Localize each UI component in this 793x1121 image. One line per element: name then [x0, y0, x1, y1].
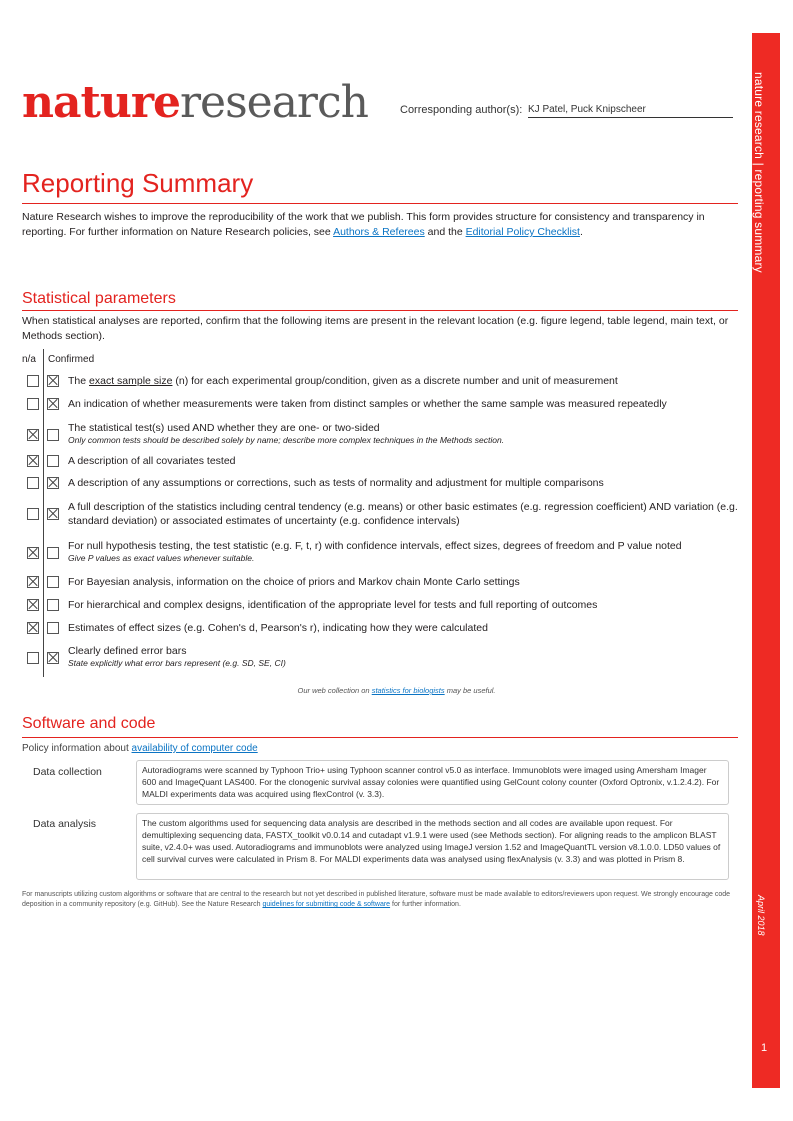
page-number: 1 — [761, 1042, 768, 1054]
na-checkbox[interactable] — [27, 455, 39, 467]
confirmed-checkbox[interactable] — [47, 599, 59, 611]
item-hint: State explicitly what error bars represent (e.g. SD, SE, CI) — [68, 658, 286, 668]
item-text-post: (n) for each experimental group/condition, given as a discrete number and unit of measurement — [172, 375, 618, 387]
item-hint: Only common tests should be described solely by name; describe more complex techniques in the Methods section. — [68, 435, 505, 445]
item-text: The — [68, 375, 90, 387]
data-collection-label: Data collection — [33, 766, 102, 778]
na-checkbox[interactable] — [27, 508, 39, 520]
intro-text-1: Nature Research wishes to improve the reproducibility of the work that we publish. This form provides structure for consistency and transparency in reporting. For further information on Nature Research policies, see — [22, 211, 705, 238]
confirmed-checkbox[interactable] — [47, 455, 59, 467]
note-text-post: may be useful. — [444, 686, 496, 695]
logo-part-nature: nature — [22, 77, 180, 128]
item-text: For hierarchical and complex designs, identification of the appropriate level for tests and full reporting of outcomes — [68, 599, 598, 611]
checklist-item — [68, 575, 738, 589]
confirmed-checkbox[interactable] — [47, 375, 59, 387]
checklist-item — [68, 539, 738, 564]
confirmed-checkbox[interactable] — [47, 547, 59, 559]
checklist-item — [68, 476, 738, 490]
column-divider — [43, 349, 44, 677]
confirmed-checkbox[interactable] — [47, 508, 59, 520]
checklist-item — [68, 598, 738, 612]
confirmed-checkbox[interactable] — [47, 477, 59, 489]
na-checkbox[interactable] — [27, 547, 39, 559]
na-column-header: n/a — [22, 354, 36, 365]
data-collection-field[interactable]: Autoradiograms were scanned by Typhoon Trio+ using Typhoon scanner control v5.0 as interface. Immunoblots were imaged using Amersham Imager 600 and ImageQuant LAS400. For the clonogenic survival assay colonies were quantified using GelCount colony counter (Oxford Optronix, v.1.2.4.2). For MALDI experiments data was acquired using flexControl (v. 3.3). — [136, 760, 729, 805]
na-checkbox[interactable] — [27, 599, 39, 611]
sidebar-label: nature research | reporting summary — [752, 72, 766, 273]
item-text: For Bayesian analysis, information on the choice of priors and Markov chain Monte Carlo settings — [68, 576, 520, 588]
checklist-item — [68, 374, 738, 388]
item-text: A full description of the statistics including central tendency (e.g. means) or other basic estimates (e.g. regression coefficient) AND variation (e.g. standard deviation) or associated estimates of uncertainty (e.g. confidence intervals) — [68, 501, 738, 527]
authors-referees-link[interactable]: Authors & Referees — [333, 226, 425, 238]
intro-text-3: . — [579, 226, 583, 238]
checklist-item — [68, 454, 738, 468]
item-text: Estimates of effect sizes (e.g. Cohen's d, Pearson's r), indicating how they were calculated — [68, 622, 488, 634]
confirmed-checkbox[interactable] — [47, 576, 59, 588]
item-text: A description of any assumptions or corrections, such as tests of normality and adjustment for multiple comparisons — [68, 477, 604, 489]
na-checkbox[interactable] — [27, 576, 39, 588]
checklist-item — [68, 397, 738, 411]
corresponding-author-label: Corresponding author(s): — [400, 104, 523, 116]
editorial-policy-link[interactable]: Editorial Policy Checklist — [465, 226, 580, 238]
corresponding-author-field[interactable]: KJ Patel, Puck Knipscheer — [528, 104, 733, 118]
confirmed-checkbox[interactable] — [47, 398, 59, 410]
code-policy-line — [22, 743, 258, 754]
confirmed-checkbox[interactable] — [47, 652, 59, 664]
note-text-pre: Our web collection on — [297, 686, 372, 695]
confirmed-checkbox[interactable] — [47, 622, 59, 634]
confirmed-checkbox[interactable] — [47, 429, 59, 441]
statistics-note — [0, 686, 793, 695]
checklist-item — [68, 421, 738, 446]
item-text: Clearly defined error bars — [68, 645, 187, 657]
data-analysis-label: Data analysis — [33, 818, 97, 830]
footnote-text-post: for further information. — [390, 901, 461, 908]
checklist-item — [68, 500, 738, 528]
intro-text-2: and the — [424, 226, 466, 238]
nature-research-logo — [22, 78, 368, 128]
checklist-item — [68, 644, 738, 669]
title-divider — [22, 203, 738, 204]
statistics-for-biologists-link[interactable]: statistics for biologists — [371, 686, 445, 695]
item-link-text[interactable]: exact sample size — [89, 375, 173, 387]
item-hint: Give P values as exact values whenever suitable. — [68, 553, 255, 563]
na-checkbox[interactable] — [27, 622, 39, 634]
statistical-parameters-heading: Statistical parameters — [22, 290, 176, 307]
na-checkbox[interactable] — [27, 429, 39, 441]
na-checkbox[interactable] — [27, 375, 39, 387]
stats-intro: When statistical analyses are reported, confirm that the following items are present in the relevant location (e.g. figure legend, table legend, main text, or Methods section). — [22, 315, 729, 342]
confirmed-column-header: Confirmed — [48, 354, 95, 365]
sidebar-date: April 2018 — [756, 895, 766, 936]
code-footnote — [22, 890, 738, 910]
data-analysis-field[interactable]: The custom algorithms used for sequencing data analysis are described in the methods section and all codes are available upon request. For demultiplexing sequencing data, FASTX_toolkit v0.0.14 and cutadapt v1.9.1 were used (see Methods section). For aligning reads to the amplicon BLAST suite, v2.4.0+ was used. Autoradiograms and immunoblots were analyzed using ImageJ version 1.52 and ImageQuantTL version v8.1.0.0. LD50 values of cell survival curves were calculated in Prism 8. For MALDI experiments data was analysed using flexAnalysis (v. 3.3) and was plotted in Prism 8. — [136, 813, 729, 880]
item-text: The statistical test(s) used AND whether they are one- or two-sided — [68, 422, 380, 434]
na-checkbox[interactable] — [27, 652, 39, 664]
checklist-item — [68, 621, 738, 635]
software-divider — [22, 737, 738, 738]
logo-part-research: research — [180, 77, 368, 128]
intro-paragraph — [22, 210, 738, 240]
item-text: For null hypothesis testing, the test statistic (e.g. F, t, r) with confidence intervals, effect sizes, degrees of freedom and P value noted — [68, 540, 682, 552]
code-availability-link[interactable]: availability of computer code — [131, 743, 258, 754]
stats-divider — [22, 310, 738, 311]
policy-text: Policy information about — [22, 743, 132, 754]
footnote-text-pre: For manuscripts utilizing custom algorithms or software that are central to the research but not yet described in published literature, software must be made available to editors/reviewers upon request. We strongly encourage code deposition in a community repository (e.g. GitHub). See the Nature Research — [22, 891, 731, 908]
software-code-heading: Software and code — [22, 715, 156, 732]
page-title: Reporting Summary — [22, 168, 254, 198]
na-checkbox[interactable] — [27, 398, 39, 410]
na-checkbox[interactable] — [27, 477, 39, 489]
code-guidelines-link[interactable]: guidelines for submitting code & software — [262, 901, 391, 908]
item-text: An indication of whether measurements were taken from distinct samples or whether the same sample was measured repeatedly — [68, 398, 667, 410]
item-text: A description of all covariates tested — [68, 455, 236, 467]
